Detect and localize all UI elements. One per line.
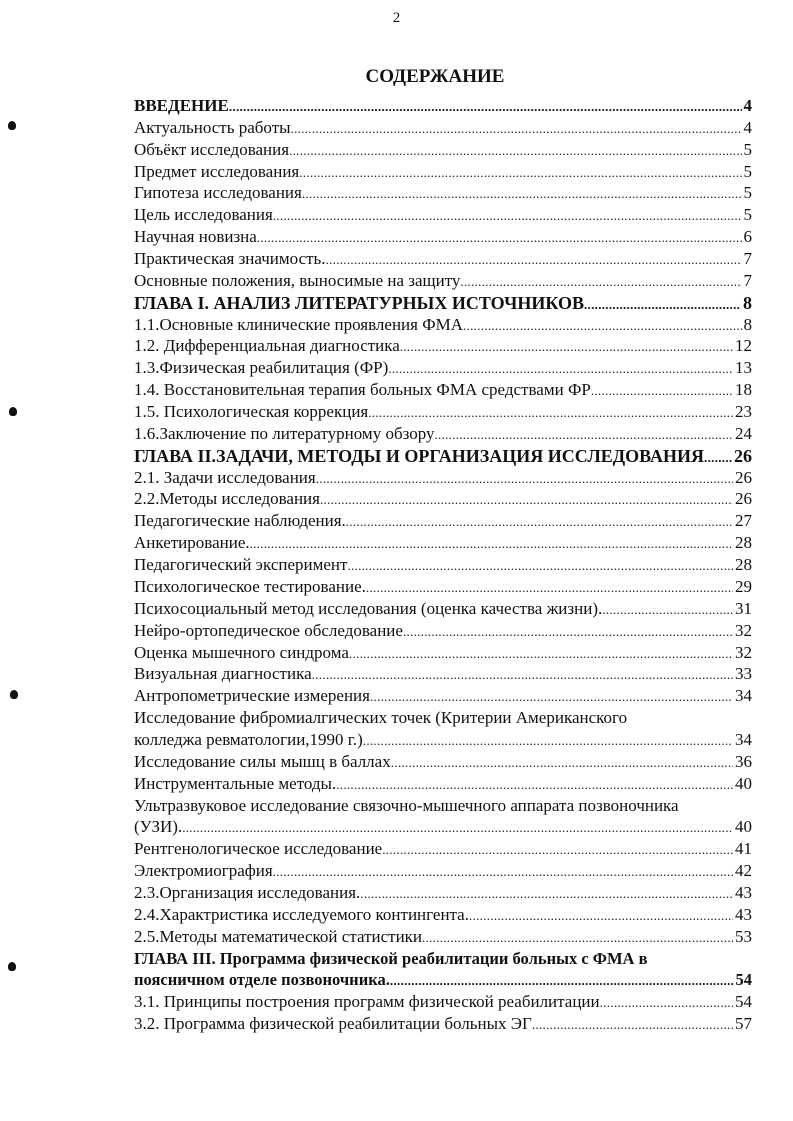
toc-entry-title: 1.5. Психологическая коррекция <box>134 402 369 422</box>
toc-entry <box>134 598 752 620</box>
dot-leader <box>250 533 733 555</box>
toc-entry <box>134 467 752 489</box>
toc-entry-page: 41 <box>735 839 752 859</box>
toc-entry-title: поясничном отделе позвоночника. <box>134 970 390 990</box>
toc-entry <box>134 248 752 270</box>
dot-leader <box>463 315 741 337</box>
toc-entry-title: колледжа ревматологии,1990 г.) <box>134 729 363 749</box>
toc-entry <box>134 860 752 882</box>
toc-entry <box>134 204 752 226</box>
dot-leader <box>422 927 733 949</box>
toc-entry <box>134 423 752 445</box>
toc-entry <box>134 95 752 117</box>
toc-entry-title: 2.3.Организация исследования. <box>134 882 361 902</box>
toc-entry-page: 5 <box>743 183 752 203</box>
toc-entry <box>134 401 752 423</box>
dot-leader <box>326 249 742 271</box>
punch-hole-mark <box>9 407 17 416</box>
toc-entry-title: Визуальная диагностика <box>134 664 312 684</box>
toc-entry <box>134 532 752 554</box>
toc-entry <box>134 991 752 1013</box>
toc-entry-title: (УЗИ). <box>134 817 183 837</box>
toc-entry-page: 5 <box>743 161 752 181</box>
dot-leader <box>360 883 733 905</box>
toc-entry <box>134 357 752 379</box>
dot-leader <box>390 970 734 992</box>
toc-entry-title: Антропометрические измерения <box>134 686 370 706</box>
dot-leader <box>370 686 733 708</box>
toc-entry-title: 1.3.Физическая реабилитация (ФР) <box>134 358 389 378</box>
toc-entry <box>134 488 752 510</box>
toc-entry-page: 23 <box>735 402 752 422</box>
dot-leader <box>366 577 733 599</box>
dot-leader <box>336 774 733 796</box>
toc-entry-page: 5 <box>743 205 752 225</box>
dot-leader <box>403 621 733 643</box>
toc-entry-title: Ультразвуковое исследование связочно-мышечного аппарата позвоночника <box>134 795 679 815</box>
toc-entry-title: 1.2. Дифференциальная диагностика <box>134 336 400 356</box>
dot-leader <box>346 511 733 533</box>
toc-entry <box>134 314 752 336</box>
toc-entry-title: Научная новизна <box>134 227 257 247</box>
dot-leader <box>400 336 733 358</box>
toc-entry-page: 31 <box>735 598 752 618</box>
dot-leader <box>291 118 742 140</box>
toc-entry-page: 28 <box>735 555 752 575</box>
toc-entry-page: 4 <box>743 117 752 137</box>
toc-entry <box>134 1013 752 1035</box>
toc-entry-title: Психологическое тестирование. <box>134 576 366 596</box>
dot-leader <box>600 992 733 1014</box>
dot-leader <box>368 402 733 424</box>
toc-entry-title: 2.1. Задачи исследования <box>134 467 316 487</box>
dot-leader <box>229 96 742 118</box>
toc-entry-page: 24 <box>735 423 752 443</box>
toc-entry <box>134 969 752 991</box>
toc-entry-title: 3.1. Принципы построения программ физической реабилитации <box>134 992 600 1012</box>
dot-leader <box>320 489 733 511</box>
dot-leader <box>460 271 741 293</box>
toc-entry-title: Основные положения, выносимые на защиту <box>134 270 461 290</box>
dot-leader <box>273 205 742 227</box>
dot-leader <box>316 468 733 490</box>
page-number: 2 <box>392 10 401 26</box>
toc-entry <box>134 795 752 817</box>
toc-entry <box>134 751 752 773</box>
dot-leader <box>299 162 741 184</box>
toc-entry-title: Цель исследования <box>134 205 273 225</box>
dot-leader <box>584 294 741 316</box>
toc-entry-page: 6 <box>743 227 752 247</box>
toc-entry <box>134 838 752 860</box>
toc-entry <box>134 226 752 248</box>
toc-entry-title: Анкетирование. <box>134 533 250 553</box>
toc-entry <box>134 270 752 292</box>
toc-entry-page: 34 <box>735 729 752 749</box>
toc-entry <box>134 292 752 314</box>
toc-entry-title: Гипотеза исследования <box>134 183 302 203</box>
toc-entry-page: 40 <box>735 817 752 837</box>
toc-entry <box>134 182 752 204</box>
toc-entry-page: 7 <box>743 249 752 269</box>
toc-entry-page: 26 <box>734 445 752 466</box>
punch-hole-mark <box>10 690 18 699</box>
toc-entry-page: 7 <box>743 270 752 290</box>
toc-entry-page: 28 <box>735 533 752 553</box>
toc-entry-page: 54 <box>735 970 752 990</box>
toc-entry-page: 27 <box>735 511 752 531</box>
toc-entry-title: 1.1.Основные клинические проявления ФМА <box>134 314 464 334</box>
toc-entry-title: ГЛАВА II.ЗАДАЧИ, МЕТОДЫ И ОРГАНИЗАЦИЯ ИССЛЕДОВАНИЯ <box>134 445 705 466</box>
toc-entry-page: 32 <box>735 642 752 662</box>
toc-entry-page: 32 <box>735 620 752 640</box>
dot-leader <box>388 358 733 380</box>
dot-leader <box>302 183 742 205</box>
dot-leader <box>602 599 733 621</box>
toc-entry-title: Рентгенологическое исследование <box>134 839 383 859</box>
toc-entry-page: 13 <box>735 358 752 378</box>
toc-entry-page: 40 <box>735 773 752 793</box>
toc-entry-title: 1.6.Заключение по литературному обзору <box>134 423 435 443</box>
toc-entry <box>134 554 752 576</box>
toc-entry <box>134 642 752 664</box>
page-title: СОДЕРЖАНИЕ <box>365 66 505 87</box>
toc-entry <box>134 117 752 139</box>
toc-entry-title: ВВЕДЕНИЕ <box>134 96 229 115</box>
toc-entry-title: ГЛАВА III. Программа физической реабилитации больных с ФМА в <box>134 948 648 968</box>
toc-entry-page: 43 <box>735 904 752 924</box>
dot-leader <box>347 555 733 577</box>
toc-entry-page: 29 <box>735 576 752 596</box>
toc-entry-title: Практическая значимость. <box>134 249 326 269</box>
punch-hole-mark <box>8 121 16 130</box>
toc-entry-page: 42 <box>735 861 752 881</box>
dot-leader <box>349 643 733 665</box>
toc-entry-page: 4 <box>743 96 752 115</box>
toc-entry <box>134 379 752 401</box>
toc-entry <box>134 926 752 948</box>
toc-entry-title: Психосоциальный метод исследования (оценка качества жизни). <box>134 598 603 618</box>
dot-leader <box>289 140 741 162</box>
toc-entry-title: Педагогические наблюдения. <box>134 511 346 531</box>
toc-entry-page: 26 <box>735 489 752 509</box>
toc-entry-page: 34 <box>735 686 752 706</box>
toc-entry-page: 53 <box>735 926 752 946</box>
toc-entry-title: 1.4. Восстановительная терапия больных ФМА средствами ФР <box>134 380 591 400</box>
toc-entry <box>134 816 752 838</box>
dot-leader <box>382 839 733 861</box>
dot-leader <box>469 905 733 927</box>
toc-entry-page: 18 <box>735 380 752 400</box>
toc-entry-title: Оценка мышечного синдрома <box>134 642 349 662</box>
toc-entry-page: 12 <box>735 336 752 356</box>
toc-entry <box>134 335 752 357</box>
toc-entry <box>134 510 752 532</box>
toc-entry-page: 26 <box>735 467 752 487</box>
toc-entry <box>134 620 752 642</box>
toc-entry <box>134 445 752 467</box>
toc-entry-title: Предмет исследования <box>134 161 300 181</box>
toc-entry-title: Исследование силы мышц в баллах <box>134 751 391 771</box>
toc-entry <box>134 773 752 795</box>
toc-entry-title: Объёкт исследования <box>134 139 290 159</box>
toc-entry-title: ГЛАВА I. АНАЛИЗ ЛИТЕРАТУРНЫХ ИСТОЧНИКОВ <box>134 292 584 313</box>
toc-entry <box>134 685 752 707</box>
dot-leader <box>591 380 733 402</box>
toc-entry <box>134 576 752 598</box>
toc-entry <box>134 729 752 751</box>
toc-entry-title: Исследование фибромиалгических точек (Критерии Американского <box>134 708 628 728</box>
dot-leader <box>363 730 733 752</box>
dot-leader <box>704 447 732 469</box>
toc-entry-page: 33 <box>735 664 752 684</box>
toc-entry-title: Электромиография <box>134 861 273 881</box>
toc-entry <box>134 904 752 926</box>
toc-entry-title: 2.2.Методы исследования <box>134 489 320 509</box>
punch-hole-mark <box>8 962 16 971</box>
toc-entry <box>134 707 752 729</box>
toc-entry-title: Актуальность работы <box>134 117 291 137</box>
toc-entry <box>134 161 752 183</box>
toc-entry <box>134 139 752 161</box>
toc-entry-title: Инструментальные методы. <box>134 773 337 793</box>
dot-leader <box>391 752 733 774</box>
toc-entry-title: 3.2. Программа физической реабилитации больных ЭГ <box>134 1014 532 1034</box>
toc-entry-title: Нейро-ортопедическое обследование <box>134 620 403 640</box>
toc-entry-page: 8 <box>743 314 752 334</box>
toc-entry-page: 5 <box>743 139 752 159</box>
toc-entry <box>134 882 752 904</box>
toc-entry-title: 2.4.Характристика исследуемого контингента. <box>134 904 469 924</box>
dot-leader <box>273 861 733 883</box>
dot-leader <box>182 817 733 839</box>
toc-entry-page: 57 <box>735 1014 752 1034</box>
toc-entry-page: 36 <box>735 751 752 771</box>
dot-leader <box>257 227 742 249</box>
toc-entry-page: 54 <box>735 992 752 1012</box>
toc-entry <box>134 663 752 685</box>
toc-entry <box>134 948 752 970</box>
toc-entry-page: 8 <box>743 292 752 313</box>
dot-leader <box>312 664 733 686</box>
toc-entry-page: 43 <box>735 882 752 902</box>
dot-leader <box>532 1014 733 1036</box>
dot-leader <box>434 424 733 446</box>
toc-entry-title: 2.5.Методы математической статистики <box>134 926 423 946</box>
toc-entry-title: Педагогический эксперимент <box>134 555 348 575</box>
